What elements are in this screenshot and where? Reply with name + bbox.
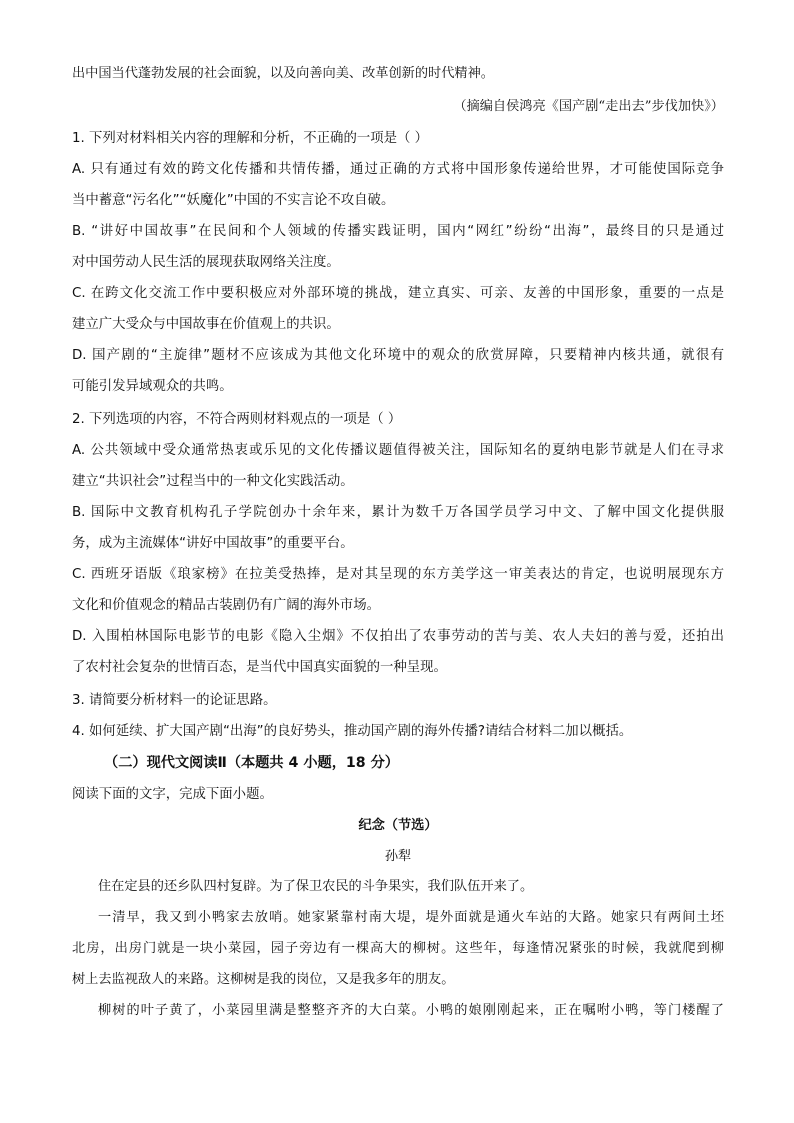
question-2-option-a: A. 公共领域中受众通常热衷或乐见的文化传播议题值得被关注，国际知名的夏纳电影节就是人们在寻求 (72, 443, 724, 458)
question-2-option-a-cont: 建立“共识社会”过程当中的一种文化实践活动。 (72, 474, 354, 489)
section-instruction: 阅读下面的文字，完成下面小题。 (72, 787, 273, 802)
article-paragraph-cont: 北房，出房门就是一块小菜园，园子旁边有一棵高大的柳树。这些年，每逢情况紧张的时候，我就爬到柳 (72, 941, 724, 956)
question-1-option-b-cont: 对中国劳动人民生活的展现获取网络关注度。 (72, 255, 340, 270)
article-paragraph: 住在定县的还乡队四村复辟。为了保卫农民的斗争果实，我们队伍开来了。 (98, 879, 534, 894)
section-heading: （二）现代文阅读Ⅱ（本题共 4 小题，18 分） (104, 755, 399, 771)
question-2-option-d-cont: 了农村社会复杂的世情百态，是当代中国真实面貌的一种呈现。 (72, 660, 447, 675)
question-2-option-c: C. 西班牙语版《琅家榜》在拉美受热捧，是对其呈现的东方美学这一审美表达的肯定，也说明展现东方 (72, 567, 724, 582)
article-title: 纪念（节选） (358, 818, 438, 833)
question-1-option-c-cont: 建立广大受众与中国故事在价值观上的共识。 (72, 317, 340, 332)
question-2-stem: 2. 下列选项的内容，不符合两则材料观点的一项是（ ） (72, 412, 402, 427)
question-1-option-b: B. “讲好中国故事”在民间和个人领域的传播实践证明，国内“网红”纷纷“出海”，最终目的只是通过 (72, 224, 724, 239)
question-1-option-c: C. 在跨文化交流工作中要积极应对外部环境的挑战，建立真实、可亲、友善的中国形象，重要的一点是 (72, 286, 724, 301)
question-2-option-b-cont: 务，成为主流媒体“讲好中国故事”的重要平台。 (72, 536, 354, 551)
article-author: 孙犁 (384, 849, 412, 864)
passage-line: 出中国当代蓬勃发展的社会面貌，以及向善向美、改革创新的时代精神。 (72, 66, 494, 81)
question-1-stem: 1. 下列对材料相关内容的理解和分析，不正确的一项是（ ） (72, 131, 429, 146)
source-citation: （摘编自侯鸿亮《国产剧“走出去”步伐加快》） (453, 99, 724, 114)
question-2-option-d: D. 入围柏林国际电影节的电影《隐入尘烟》不仅拍出了农事劳动的苦与美、农人夫妇的善与爱，还拍出 (72, 629, 724, 644)
question-1-option-a: A. 只有通过有效的跨文化传播和共情传播，通过正确的方式将中国形象传递给世界，才可能使国际竞争 (72, 162, 724, 177)
question-1-option-a-cont: 当中蓄意“污名化”“妖魔化”中国的不实言论不攻自破。 (72, 193, 395, 208)
question-4: 4. 如何延续、扩大国产剧“出海”的良好势头，推动国产剧的海外传播?请结合材料二加以概括。 (72, 724, 633, 739)
question-2-option-c-cont: 文化和价值观念的精品古装剧仍有广阔的海外市场。 (72, 598, 380, 613)
article-paragraph-cont: 树上去监视敌人的来路。这柳树是我的岗位，又是我多年的朋友。 (72, 972, 455, 987)
question-3: 3. 请简要分析材料一的论证思路。 (72, 693, 277, 708)
article-paragraph: 一清早，我又到小鸭家去放哨。她家紧靠村南大堤，堤外面就是通火车站的大路。她家只有两间土坯 (98, 910, 724, 925)
question-2-option-b: B. 国际中文教育机构孔子学院创办十余年来，累计为数千万各国学员学习中文、了解中国文化提供服 (72, 505, 724, 520)
question-1-option-d-cont: 可能引发异域观众的共鸣。 (72, 379, 233, 394)
question-1-option-d: D. 国产剧的“主旋律”题材不应该成为其他文化环境中的观众的欣赏屏障，只要精神内核共通，就很有 (72, 348, 724, 363)
article-paragraph: 柳树的叶子黄了，小菜园里满是整整齐齐的大白菜。小鸭的娘刚刚起来，正在嘱咐小鸭，等门楼醒了 (98, 1003, 724, 1018)
